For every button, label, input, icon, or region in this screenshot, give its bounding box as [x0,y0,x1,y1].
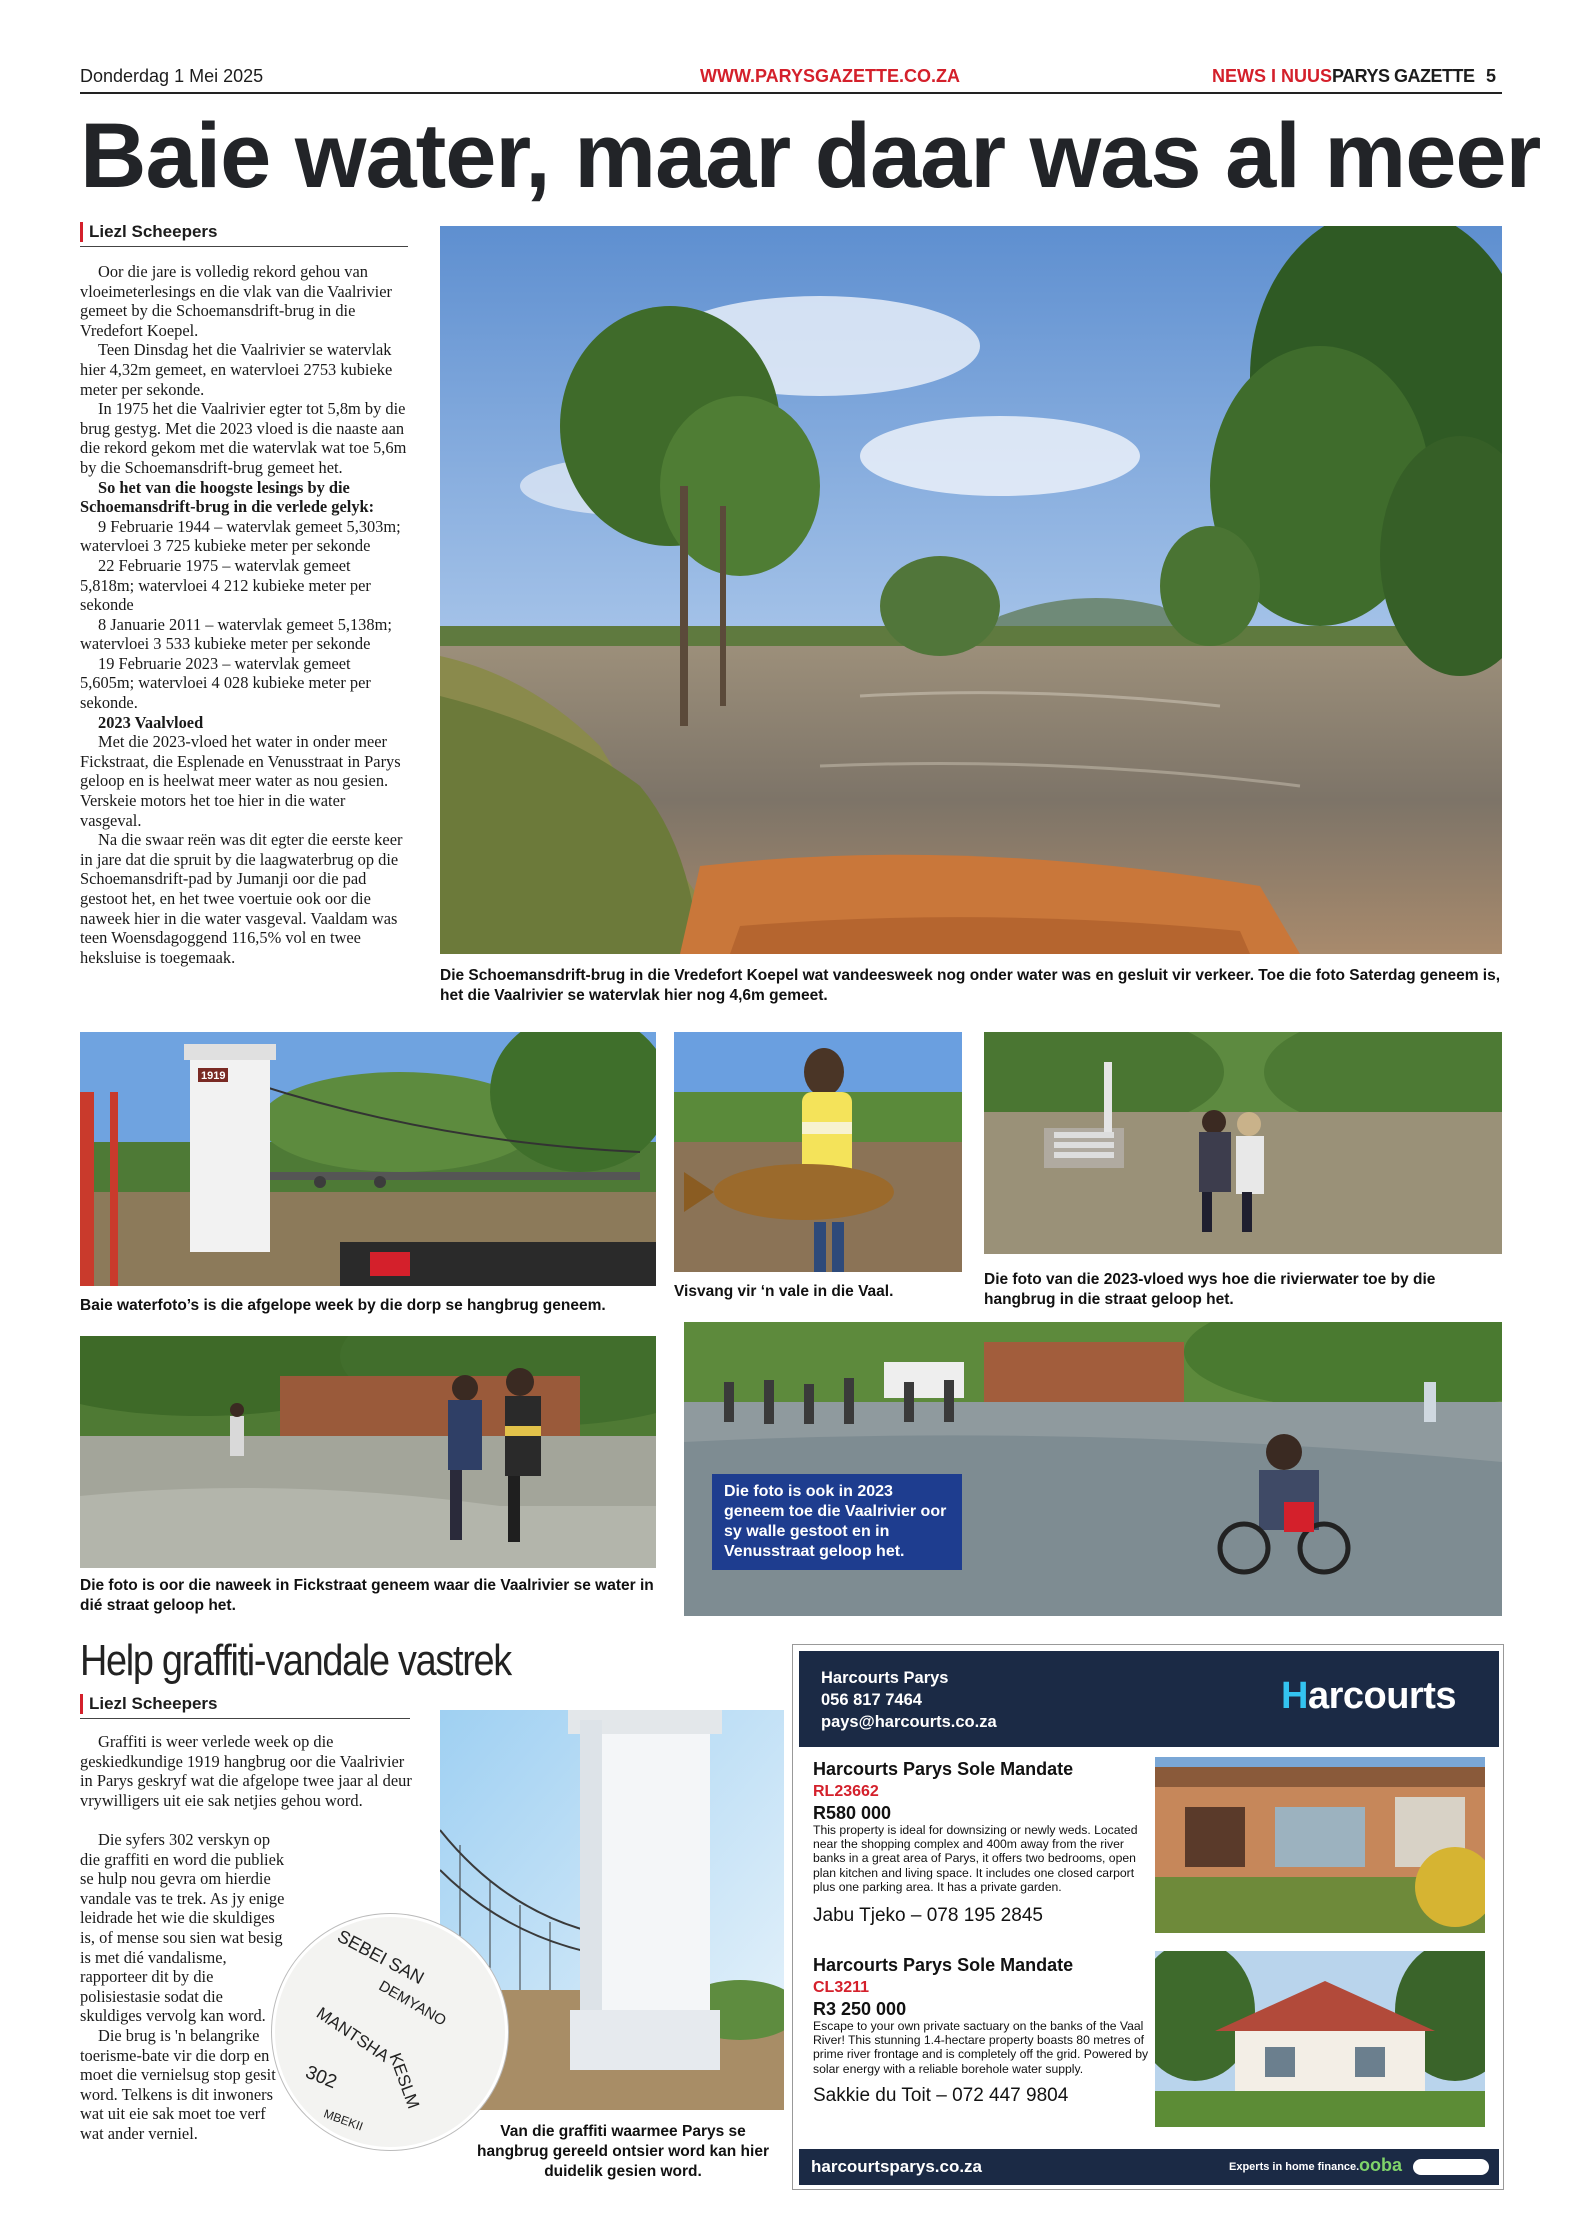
lead-paragraph: Na die swaar reën was dit egter die eerste keer in jare dat die spruit by die laagwaterbrug op die Schoemansdrift-pad by Jumanji oor die pad gestoot het, en het twee voertuie ook oor die naweek hier in die water vasgeval. Vaaldam was teen Woensdagoggend 116,5% vol en twee heksluise is toegemaak. [80,830,403,967]
lead-paragraph: In 1975 het die Vaalrivier egter tot 5,8m by die brug gestyg. Met die 2023 vloed is die naaste aan die rekord gekom met die watervlak wat toe 5,6m by die Schoemansdrift-brug gemeet het. [80,399,407,477]
partner-logo-badge [1413,2159,1489,2175]
graffiti-paragraph: Die brug is 'n belangrike toerisme-bate vir die dorp en moet die vernielsug stop gesit word. Telkens is dit inwoners wat uit eie sak moet toe verf wat ander verniel. [80,2025,276,2143]
listing-description: Escape to your own private sactuary on the banks of the Vaal River! This stunning 1.4-hectare property boasts 80 metres of prime river frontage and is completely off the grid. Powered by solar energy with a reliable borehole water supply. [813,2019,1149,2076]
listing-house-photo [1155,1757,1485,1933]
website-link[interactable]: WWW.PARYSGAZETTE.CO.ZA [700,66,960,86]
reading-entry: 9 Februarie 1944 – watervlak gemeet 5,303m; watervloei 3 725 kubieke meter per sekonde [80,516,401,556]
listing-price: R580 000 [813,1803,892,1823]
fisherman-caption: Visvang vir ‘n vale in die Vaal. [674,1283,894,1300]
flooded-bridge-photo [440,226,1502,954]
ad-footer [799,2149,1499,2185]
lead-byline: Liezl Scheepers [80,222,218,242]
venusstraat-caption-box: Die foto is ook in 2023 geneem toe die Vaalrivier oor sy walle gestoot en in Venusstraat geloop het. [712,1474,962,1570]
listing-riverhouse-photo [1155,1951,1485,2127]
graffiti-headline: Help graffiti-vandale vastrek [80,1636,511,1685]
hangbrug-caption: Baie waterfoto’s is die afgelope week by die dorp se hangbrug geneem. [80,1297,606,1314]
ooba-logo: ooba [1359,2155,1402,2175]
ad-header [799,1651,1499,1747]
listing-agent: Sakkie du Toit – 072 447 9804 [813,2085,1069,2106]
graffiti-word: MBEKII [321,2106,365,2134]
harcourts-ad [792,1644,1504,2190]
couple-caption: Die foto van die 2023-vloed wys hoe die rivierwater toe by die hangbrug in die straat geloop het. [984,1271,1436,1308]
section-label: NEWS I NUUS [1212,66,1333,86]
listing-description: This property is ideal for downsizing or newly weds. Located near the shopping complex and 400m away from the river banks in a great area of Parys, it offers two bedrooms, open plan kitchen and living space. It includes one closed carport plus one parking area. It has a private garden. [813,1823,1138,1894]
graffiti-word: KESLM [385,2050,424,2112]
harcourts-logo [1281,1675,1456,1718]
paper-name: PARYS GAZETTE [1332,66,1475,86]
graffiti-word: MANTSHA [313,2003,393,2066]
graffiti-paragraph: Die syfers 302 verskyn op die graffiti en word die publiek se hulp nou gevra om hierdie vandale vas te trek. As jy enige leidrade het wie die skuldiges is, of mense sou sien wat besig is met dié vandalisme, rapporteer dit by die polisiestasie sodat die skuldiges vervolg kan word. [80,1830,285,2026]
harcourts-logo-h: H [1281,1675,1308,1717]
bridge-year-plaque: 1919 [201,1070,226,1082]
fickstraat-caption: Die foto is oor die naweek in Fickstraat geneem waar die Vaalrivier se water in dié straat geloop het. [80,1577,654,1614]
main-photo-caption: Die Schoemansdrift-brug in die Vredefort Koepel wat vandeesweek nog onder water was en gesluit vir verkeer. Toe die foto Saterdag geneem is, het die Vaalrivier se watervlak hier nog 4,6m gemeet. [440,967,1501,1004]
graffiti-body-top [80,1732,420,1810]
graffiti-word: DEMYANO [375,1977,449,2030]
ad-footer-tagline: Experts in home finance. [1229,2161,1360,2173]
graffiti-word: SEBEI SAN [334,1925,428,1989]
listing-ref: CL3211 [813,1979,870,1996]
lead-headline: Baie water, maar daar was al meer [80,105,1541,207]
ad-office-name: Harcourts Parys [821,1669,949,1687]
graffiti-body-narrow [80,1830,286,2144]
listing-agent: Jabu Tjeko – 078 195 2845 [813,1905,1043,1926]
graffiti-closeup [272,1914,508,2150]
graffiti-number: 302 [302,2061,340,2094]
graffiti-byline: Liezl Scheepers [80,1694,218,1714]
flood-subheading: 2023 Vaalvloed [98,712,204,732]
venusstraat-photo [684,1322,1502,1616]
fisherman-photo [674,1032,962,1272]
lead-paragraph: Oor die jare is volledig rekord gehou van vloeimeterlesings en die vlak van die Vaalrivier gemeet by die Schoemansdrift-brug in die Vredefort Koepel. [80,262,392,340]
lead-paragraph: Met die 2023-vloed het water in onder meer Fickstraat, die Esplenade en Venusstraat in Parys geloop en is heelwat meer water as nou gesien. Verskeie motors het toe hier in die water vasgeval. [80,732,401,830]
ad-footer-site[interactable]: harcourtsparys.co.za [811,2157,983,2176]
byline-rule [80,1718,410,1719]
graffiti-paragraph: Graffiti is weer verlede week op die geskiedkundige 1919 hangbrug oor die Vaalrivier in Parys geskryf wat die afgelope twee jaar al deur vrywilligers uit eie sak netjies gehou word. [80,1732,412,1810]
page-number: 5 [1486,66,1497,86]
lead-body [80,262,408,967]
masthead-rule [80,92,1502,94]
listing-title: Harcourts Parys Sole Mandate [813,1759,1074,1779]
readings-subheading: So het van die hoogste lesings by die Schoemansdrift-brug in die verlede gelyk: [80,477,375,517]
ad-email[interactable]: pays@harcourts.co.za [821,1713,997,1731]
lead-paragraph: Teen Dinsdag het die Vaalrivier se watervlak hier 4,32m gemeet, en watervloei 2753 kubieke meter per sekonde. [80,340,393,399]
listing-title: Harcourts Parys Sole Mandate [813,1955,1074,1975]
byline-rule [80,246,408,247]
listing-ref: RL23662 [813,1783,879,1800]
fickstraat-photo [80,1336,656,1568]
reading-entry: 22 Februarie 1975 – watervlak gemeet 5,818m; watervloei 4 212 kubieke meter per sekonde [80,555,371,615]
reading-entry: 19 Februarie 2023 – watervlak gemeet 5,605m; watervloei 4 028 kubieke meter per sekonde. [80,653,371,713]
issue-date: Donderdag 1 Mei 2025 [80,66,264,86]
listing-price: R3 250 000 [813,1999,907,2019]
graffiti-photo-caption: Van die graffiti waarmee Parys se hangbrug gereeld ontsier word kan hier duidelik gesien word. [477,2123,769,2180]
harcourts-logo-text: arcourts [1307,1675,1457,1717]
reading-entry: 8 Januarie 2011 – watervlak gemeet 5,138m; watervloei 3 533 kubieke meter per sekonde [80,614,392,654]
hangbrug-photo [80,1032,656,1286]
couple-flood-photo [984,1032,1502,1254]
ad-phone[interactable]: 056 817 7464 [821,1691,922,1709]
